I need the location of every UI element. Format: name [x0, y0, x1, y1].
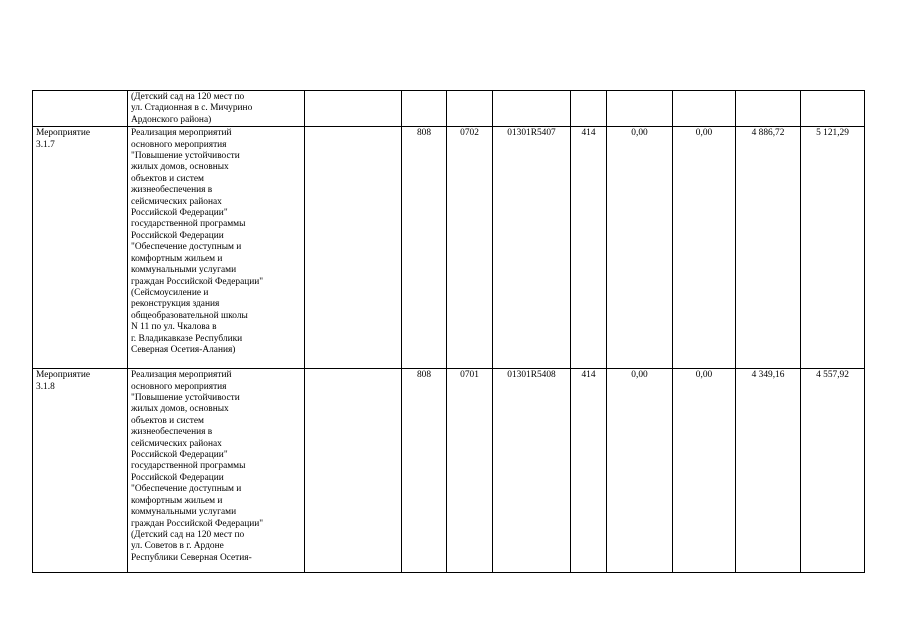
amount-cell: 4 557,92	[801, 369, 865, 573]
target-article-cell: 01301R5408	[493, 369, 571, 573]
amount-cell: 4 349,16	[736, 369, 801, 573]
amount-cell	[673, 91, 736, 127]
amount-cell	[607, 91, 673, 127]
amount-cell: 0,00	[607, 369, 673, 573]
amount-cell: 0,00	[673, 369, 736, 573]
grbs-cell: 808	[402, 369, 447, 573]
grbs-cell	[402, 91, 447, 127]
amount-cell	[736, 91, 801, 127]
program-budget-table	[32, 90, 865, 573]
executor-cell	[305, 91, 402, 127]
executor-cell	[305, 369, 402, 573]
event-number-cell	[33, 91, 128, 127]
expense-type-cell	[571, 91, 607, 127]
event-number-cell: Мероприятие 3.1.7	[33, 127, 128, 369]
executor-cell	[305, 127, 402, 369]
expense-type-cell: 414	[571, 369, 607, 573]
event-description-cell: Реализация мероприятий основного мероприятия "Повышение устойчивости жилых домов, основных объектов и систем жизнеобеспечения в сейсмических районах Российской Федерации" государственной программы Российской Федерации "Обеспечение доступным и комфортным жильем и коммунальными услугами граждан Российской Федерации" (Сейсмоусиление и реконструкция здания общеобразовательной школы N 11 по ул. Чкалова в г. Владикавказе Республики Северная Осетия-Алания)	[128, 127, 305, 369]
event-description-cell: (Детский сад на 120 мест по ул. Стадионная в с. Мичурино Ардонского района)	[128, 91, 305, 127]
amount-cell	[801, 91, 865, 127]
amount-cell: 5 121,29	[801, 127, 865, 369]
amount-cell: 4 886,72	[736, 127, 801, 369]
grbs-cell: 808	[402, 127, 447, 369]
table-row	[33, 369, 865, 573]
section-cell	[447, 91, 493, 127]
event-number-cell: Мероприятие 3.1.8	[33, 369, 128, 573]
target-article-cell: 01301R5407	[493, 127, 571, 369]
table-row	[33, 91, 865, 127]
amount-cell: 0,00	[607, 127, 673, 369]
table-row	[33, 127, 865, 369]
section-cell: 0702	[447, 127, 493, 369]
amount-cell: 0,00	[673, 127, 736, 369]
section-cell: 0701	[447, 369, 493, 573]
event-description-cell: Реализация мероприятий основного мероприятия "Повышение устойчивости жилых домов, основных объектов и систем жизнеобеспечения в сейсмических районах Российской Федерации" государственной программы Российской Федерации "Обеспечение доступным и комфортным жильем и коммунальными услугами граждан Российской Федерации" (Детский сад на 120 мест по ул. Советов в г. Ардоне Республики Северная Осетия-	[128, 369, 305, 573]
expense-type-cell: 414	[571, 127, 607, 369]
target-article-cell	[493, 91, 571, 127]
